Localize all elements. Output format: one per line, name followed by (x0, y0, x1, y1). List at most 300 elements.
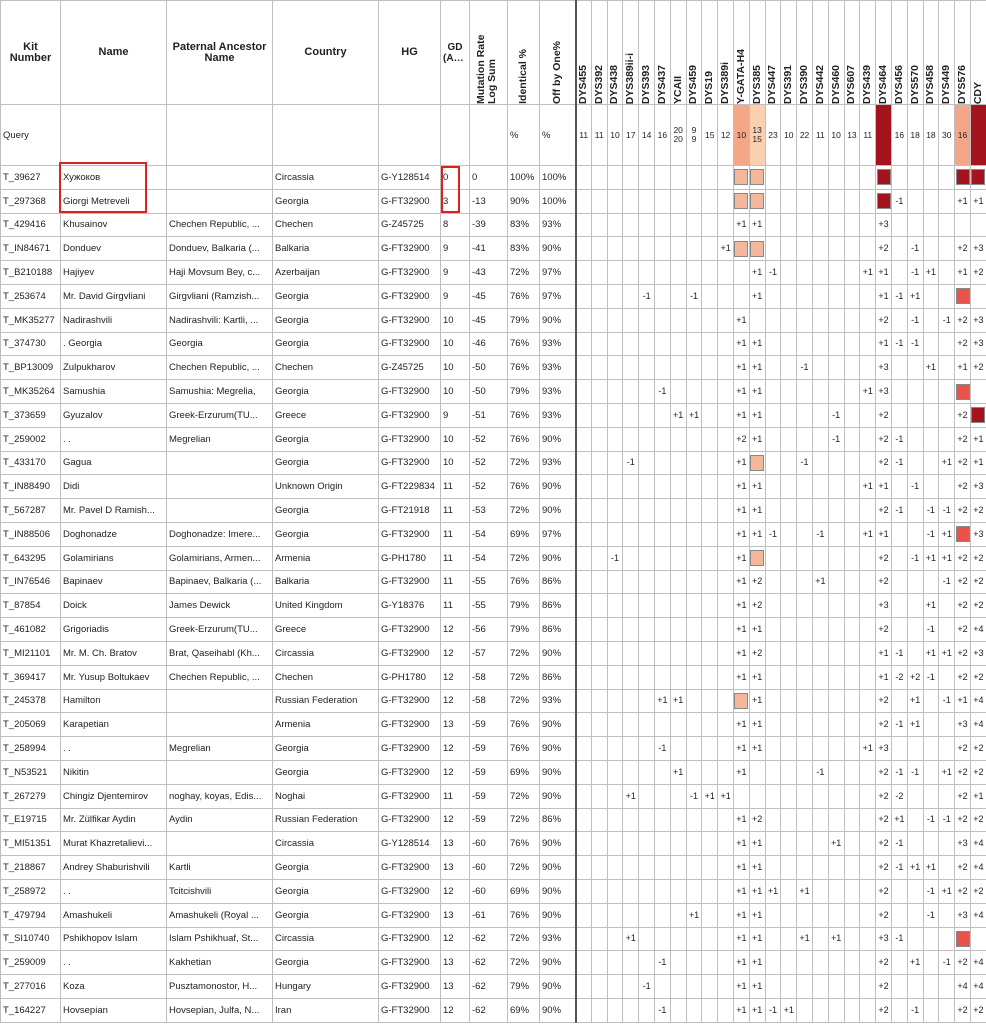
table-row[interactable] (1, 427, 986, 451)
marker-diff (781, 356, 797, 380)
table-row[interactable] (1, 213, 986, 237)
kit-number[interactable]: T_258972 (1, 879, 61, 903)
header-marker[interactable]: DYS385 (749, 1, 765, 105)
header-marker[interactable]: DYS392 (591, 1, 607, 105)
marker-diff (860, 903, 876, 927)
match-name[interactable]: Doick (61, 594, 167, 618)
table-row[interactable] (1, 784, 986, 808)
marker-diff (765, 689, 781, 713)
marker-diff: +2 (876, 879, 892, 903)
match-name[interactable]: Hamilton (61, 689, 167, 713)
kit-number[interactable]: T_259002 (1, 427, 61, 451)
country: Georgia (273, 189, 379, 213)
kit-number[interactable]: T_MI21101 (1, 641, 61, 665)
marker-diff (591, 380, 607, 404)
mutation-log-sum: -52 (470, 451, 508, 475)
match-name[interactable]: . . (61, 951, 167, 975)
marker-diff (591, 856, 607, 880)
table-row[interactable] (1, 356, 986, 380)
marker-diff (939, 975, 955, 999)
marker-diff (623, 879, 639, 903)
header-marker[interactable]: DYS393 (639, 1, 655, 105)
identical-pct: 100% (508, 166, 540, 190)
marker-diff (923, 475, 939, 499)
marker-diff: +2 (955, 856, 971, 880)
marker-diff (670, 356, 686, 380)
table-row[interactable] (1, 451, 986, 475)
header-marker[interactable]: DYS456 (891, 1, 907, 105)
marker-diff (781, 951, 797, 975)
marker-diff (844, 570, 860, 594)
marker-diff (670, 951, 686, 975)
match-name[interactable]: Zulpukharov (61, 356, 167, 380)
marker-diff (891, 879, 907, 903)
match-name[interactable]: Хужоков (61, 166, 167, 190)
marker-diff (670, 808, 686, 832)
marker-diff (702, 332, 718, 356)
marker-diff: +1 (733, 213, 749, 237)
marker-diff (576, 570, 592, 594)
match-name[interactable]: Amashukeli (61, 903, 167, 927)
header-marker[interactable]: DYS438 (607, 1, 623, 105)
country: Chechen (273, 213, 379, 237)
marker-diff (718, 713, 734, 737)
kit-number[interactable]: T_567287 (1, 499, 61, 523)
marker-diff: +2 (955, 332, 971, 356)
ancestor-name: Tcitcishvili (167, 879, 273, 903)
query-marker-value: 16 (891, 105, 907, 166)
mutation-log-sum: -60 (470, 879, 508, 903)
header-marker[interactable]: DYS391 (781, 1, 797, 105)
identical-pct: 72% (508, 451, 540, 475)
match-name[interactable]: Bapinaev (61, 570, 167, 594)
marker-diff: +1 (733, 403, 749, 427)
table-row[interactable] (1, 522, 986, 546)
match-name[interactable]: Mr. David Girgvliani (61, 284, 167, 308)
marker-diff: +2 (970, 879, 986, 903)
marker-diff (591, 784, 607, 808)
header-hg[interactable]: HG (379, 1, 441, 105)
table-row[interactable] (1, 737, 986, 761)
match-name[interactable]: Samushia (61, 380, 167, 404)
country: Balkaria (273, 237, 379, 261)
ancestor-name: Chechen Republic, ... (167, 665, 273, 689)
match-name[interactable]: Gagua (61, 451, 167, 475)
match-name[interactable]: Mr. Zülfikar Aydin (61, 808, 167, 832)
kit-number[interactable]: T_IN76546 (1, 570, 61, 594)
table-row[interactable] (1, 665, 986, 689)
marker-diff (781, 927, 797, 951)
match-name[interactable]: Chingiz Djentemirov (61, 784, 167, 808)
table-row[interactable] (1, 951, 986, 975)
ancestor-name: noghay, koyas, Edis... (167, 784, 273, 808)
kit-number[interactable]: T_BP13009 (1, 356, 61, 380)
header-marker[interactable]: CDY (970, 1, 986, 105)
table-row[interactable] (1, 856, 986, 880)
genetic-distance: 11 (441, 570, 470, 594)
table-row[interactable] (1, 284, 986, 308)
mutation-log-sum: -39 (470, 213, 508, 237)
kit-number[interactable]: T_164227 (1, 998, 61, 1022)
match-name[interactable]: Gyuzalov (61, 403, 167, 427)
match-name[interactable]: Grigoriadis (61, 618, 167, 642)
marker-diff (639, 927, 655, 951)
marker-diff (702, 356, 718, 380)
marker-diff (860, 665, 876, 689)
kit-number[interactable]: T_373659 (1, 403, 61, 427)
marker-diff (828, 856, 844, 880)
mutation-log-sum: -13 (470, 189, 508, 213)
header-marker[interactable]: DYS447 (765, 1, 781, 105)
kit-number[interactable]: T_479794 (1, 903, 61, 927)
marker-diff: +2 (970, 594, 986, 618)
marker-diff (844, 380, 860, 404)
marker-diff (781, 713, 797, 737)
header-mutation-rate[interactable]: Mutation Rate Log Sum (470, 1, 508, 105)
table-row[interactable] (1, 570, 986, 594)
query-marker-value: 10 (828, 105, 844, 166)
table-row[interactable] (1, 237, 986, 261)
match-name[interactable]: Andrey Shaburishvili (61, 856, 167, 880)
genetic-distance: 0 (441, 166, 470, 190)
marker-diff (781, 784, 797, 808)
kit-number[interactable]: T_MK35277 (1, 308, 61, 332)
marker-diff (907, 380, 923, 404)
match-name[interactable]: Nikitin (61, 760, 167, 784)
table-row[interactable] (1, 927, 986, 951)
marker-diff: -1 (891, 641, 907, 665)
kit-number[interactable]: T_IN88490 (1, 475, 61, 499)
marker-diff: +1 (686, 403, 702, 427)
header-ancestor[interactable]: Paternal Ancestor Name (167, 1, 273, 105)
kit-number[interactable]: T_258994 (1, 737, 61, 761)
marker-diff (702, 546, 718, 570)
marker-diff (686, 451, 702, 475)
marker-diff (860, 713, 876, 737)
marker-diff (970, 927, 986, 951)
marker-diff: +1 (749, 879, 765, 903)
marker-diff (797, 403, 813, 427)
marker-diff (844, 689, 860, 713)
header-marker[interactable]: DYS437 (654, 1, 670, 105)
marker-diff: +3 (876, 737, 892, 761)
kit-number[interactable]: T_259009 (1, 951, 61, 975)
mutation-log-sum: -55 (470, 570, 508, 594)
match-name[interactable]: Koza (61, 975, 167, 999)
kit-number[interactable]: T_N53521 (1, 760, 61, 784)
header-marker[interactable]: DYS19 (702, 1, 718, 105)
marker-diff (686, 975, 702, 999)
match-name[interactable]: Karapetian (61, 713, 167, 737)
marker-diff (781, 380, 797, 404)
marker-diff: +2 (876, 403, 892, 427)
genetic-distance: 13 (441, 713, 470, 737)
marker-diff: -1 (891, 713, 907, 737)
marker-diff (702, 594, 718, 618)
kit-number[interactable]: T_205069 (1, 713, 61, 737)
marker-diff: +1 (718, 784, 734, 808)
table-row[interactable] (1, 903, 986, 927)
kit-number[interactable]: T_MI51351 (1, 832, 61, 856)
marker-diff (765, 546, 781, 570)
match-name[interactable]: Golamirians (61, 546, 167, 570)
table-row[interactable] (1, 594, 986, 618)
marker-diff (781, 689, 797, 713)
marker-diff (923, 951, 939, 975)
marker-diff: +4 (970, 689, 986, 713)
marker-diff (670, 641, 686, 665)
header-identical[interactable]: Identical % (508, 1, 540, 105)
table-row[interactable] (1, 713, 986, 737)
kit-number[interactable]: T_87854 (1, 594, 61, 618)
off-by-one-pct: 97% (540, 284, 576, 308)
table-row[interactable] (1, 261, 986, 285)
marker-diff (939, 332, 955, 356)
match-name[interactable]: Didi (61, 475, 167, 499)
header-marker[interactable]: DYS390 (797, 1, 813, 105)
match-name[interactable]: Giorgi Metreveli (61, 189, 167, 213)
match-name[interactable]: . . (61, 879, 167, 903)
marker-diff: -1 (891, 832, 907, 856)
header-marker[interactable]: DYS464 (876, 1, 892, 105)
marker-diff (591, 403, 607, 427)
country: Hungary (273, 975, 379, 999)
kit-number[interactable]: T_374730 (1, 332, 61, 356)
header-off-by-one[interactable]: Off by One% (540, 1, 576, 105)
marker-diff (639, 594, 655, 618)
table-row[interactable] (1, 975, 986, 999)
marker-diff: -1 (923, 499, 939, 523)
marker-diff: +1 (876, 641, 892, 665)
marker-diff (765, 951, 781, 975)
genetic-distance: 13 (441, 903, 470, 927)
marker-diff (797, 546, 813, 570)
match-name[interactable]: . Georgia (61, 332, 167, 356)
marker-diff (781, 665, 797, 689)
kit-number[interactable]: T_IN84671 (1, 237, 61, 261)
marker-diff (576, 380, 592, 404)
header-marker[interactable]: DYS570 (907, 1, 923, 105)
table-row[interactable] (1, 166, 986, 190)
genetic-distance: 12 (441, 879, 470, 903)
table-row[interactable] (1, 689, 986, 713)
kit-number[interactable]: T_277016 (1, 975, 61, 999)
marker-diff (718, 499, 734, 523)
table-row[interactable] (1, 380, 986, 404)
ancestor-name (167, 713, 273, 737)
header-gd[interactable]: GD (Abs) (441, 1, 470, 105)
marker-diff: +1 (749, 332, 765, 356)
marker-diff: -1 (907, 332, 923, 356)
kit-number[interactable]: T_39627 (1, 166, 61, 190)
marker-diff (591, 713, 607, 737)
marker-diff (923, 189, 939, 213)
header-marker[interactable]: DYS458 (923, 1, 939, 105)
marker-diff: +1 (702, 784, 718, 808)
ancestor-name: Doghonadze: Imere... (167, 522, 273, 546)
marker-diff: +4 (970, 951, 986, 975)
header-marker[interactable]: DYS439 (860, 1, 876, 105)
match-name[interactable]: Doghonadze (61, 522, 167, 546)
table-row[interactable] (1, 308, 986, 332)
marker-diff (749, 451, 765, 475)
kit-number[interactable]: T_MK35264 (1, 380, 61, 404)
marker-diff (702, 237, 718, 261)
marker-diff: +1 (955, 356, 971, 380)
marker-diff (797, 737, 813, 761)
marker-diff (812, 808, 828, 832)
haplogroup: G-FT32900 (379, 261, 441, 285)
kit-number[interactable]: T_433170 (1, 451, 61, 475)
table-row[interactable] (1, 475, 986, 499)
table-row[interactable] (1, 879, 986, 903)
off-by-one-pct: 86% (540, 570, 576, 594)
header-marker[interactable]: DYS607 (844, 1, 860, 105)
match-name[interactable]: Hajiyev (61, 261, 167, 285)
kit-number[interactable]: T_E19715 (1, 808, 61, 832)
marker-diff (718, 856, 734, 880)
marker-diff (623, 856, 639, 880)
marker-diff: +1 (876, 475, 892, 499)
country: Chechen (273, 665, 379, 689)
marker-diff (623, 713, 639, 737)
header-marker[interactable]: DYS460 (828, 1, 844, 105)
marker-diff (591, 737, 607, 761)
marker-diff (702, 856, 718, 880)
header-marker[interactable]: DYS459 (686, 1, 702, 105)
marker-diff (718, 570, 734, 594)
header-marker[interactable]: DYS389i (718, 1, 734, 105)
marker-diff (576, 213, 592, 237)
query-marker-value (876, 105, 892, 166)
kit-number[interactable]: T_IN88506 (1, 522, 61, 546)
marker-diff (702, 951, 718, 975)
genetic-distance: 9 (441, 403, 470, 427)
match-name[interactable]: Mr. Pavel D Ramish... (61, 499, 167, 523)
kit-number[interactable]: T_B210188 (1, 261, 61, 285)
marker-diff: +1 (718, 237, 734, 261)
match-name[interactable]: Hovsepian (61, 998, 167, 1022)
match-name[interactable]: . . (61, 427, 167, 451)
kit-number[interactable]: T_253674 (1, 284, 61, 308)
table-row[interactable] (1, 760, 986, 784)
marker-diff: +1 (828, 927, 844, 951)
table-row[interactable] (1, 832, 986, 856)
marker-diff (844, 879, 860, 903)
header-kit[interactable]: Kit Number (1, 1, 61, 105)
marker-diff (591, 665, 607, 689)
header-marker[interactable]: Y-GATA-H4 (733, 1, 749, 105)
marker-diff (654, 641, 670, 665)
marker-diff (654, 879, 670, 903)
marker-diff (939, 284, 955, 308)
kit-number[interactable]: T_245378 (1, 689, 61, 713)
kit-number[interactable]: T_369417 (1, 665, 61, 689)
table-row[interactable] (1, 189, 986, 213)
identical-pct: 76% (508, 403, 540, 427)
marker-diff (812, 499, 828, 523)
match-name[interactable]: Murat Khazretalievi... (61, 832, 167, 856)
marker-diff (591, 189, 607, 213)
ancestor-name: Nadirashvili: Kartli, ... (167, 308, 273, 332)
table-row[interactable] (1, 618, 986, 642)
marker-diff (891, 522, 907, 546)
marker-diff (639, 427, 655, 451)
match-name[interactable]: Mr. M. Ch. Bratov (61, 641, 167, 665)
table-row[interactable] (1, 641, 986, 665)
query-marker-value: 18 (907, 105, 923, 166)
marker-diff: +2 (955, 641, 971, 665)
match-name[interactable]: Nadirashvili (61, 308, 167, 332)
match-name[interactable]: Donduev (61, 237, 167, 261)
marker-diff: -1 (891, 499, 907, 523)
marker-diff (670, 380, 686, 404)
header-marker[interactable]: DYS455 (576, 1, 592, 105)
table-row[interactable] (1, 546, 986, 570)
kit-number[interactable]: T_SI10740 (1, 927, 61, 951)
marker-diff (623, 689, 639, 713)
marker-diff (607, 522, 623, 546)
marker-diff (576, 784, 592, 808)
kit-number[interactable]: T_429416 (1, 213, 61, 237)
marker-diff (844, 213, 860, 237)
header-country[interactable]: Country (273, 1, 379, 105)
header-marker[interactable]: DYS389ii-i (623, 1, 639, 105)
match-name[interactable]: Khusainov (61, 213, 167, 237)
header-marker[interactable]: DYS576 (955, 1, 971, 105)
match-name[interactable]: Pshikhopov Islam (61, 927, 167, 951)
kit-number[interactable]: T_461082 (1, 618, 61, 642)
marker-diff: +2 (955, 760, 971, 784)
header-marker[interactable]: DYS442 (812, 1, 828, 105)
kit-number[interactable]: T_643295 (1, 546, 61, 570)
table-row[interactable] (1, 332, 986, 356)
marker-diff (860, 427, 876, 451)
match-name[interactable]: Mr. Yusup Boltukaev (61, 665, 167, 689)
kit-number[interactable]: T_267279 (1, 784, 61, 808)
genetic-distance: 10 (441, 356, 470, 380)
marker-diff: +2 (955, 451, 971, 475)
marker-diff (955, 284, 971, 308)
match-name[interactable]: . . (61, 737, 167, 761)
marker-diff: +2 (876, 570, 892, 594)
marker-diff (607, 951, 623, 975)
marker-diff (939, 832, 955, 856)
marker-diff (891, 618, 907, 642)
table-row[interactable] (1, 499, 986, 523)
kit-number[interactable]: T_218867 (1, 856, 61, 880)
header-marker[interactable]: YCAII (670, 1, 686, 105)
marker-diff (607, 665, 623, 689)
ancestor-name: Samushia: Megrelia, (167, 380, 273, 404)
marker-diff (860, 284, 876, 308)
marker-diff: -1 (923, 903, 939, 927)
genetic-distance: 11 (441, 499, 470, 523)
table-row[interactable] (1, 403, 986, 427)
country: Iran (273, 998, 379, 1022)
query-off: % (540, 105, 576, 166)
marker-diff (623, 237, 639, 261)
header-name[interactable]: Name (61, 1, 167, 105)
table-row[interactable] (1, 808, 986, 832)
marker-diff (670, 975, 686, 999)
kit-number[interactable]: T_297368 (1, 189, 61, 213)
marker-diff: +2 (970, 499, 986, 523)
table-row[interactable] (1, 998, 986, 1022)
header-marker[interactable]: DYS449 (939, 1, 955, 105)
marker-diff (970, 284, 986, 308)
marker-diff (623, 737, 639, 761)
